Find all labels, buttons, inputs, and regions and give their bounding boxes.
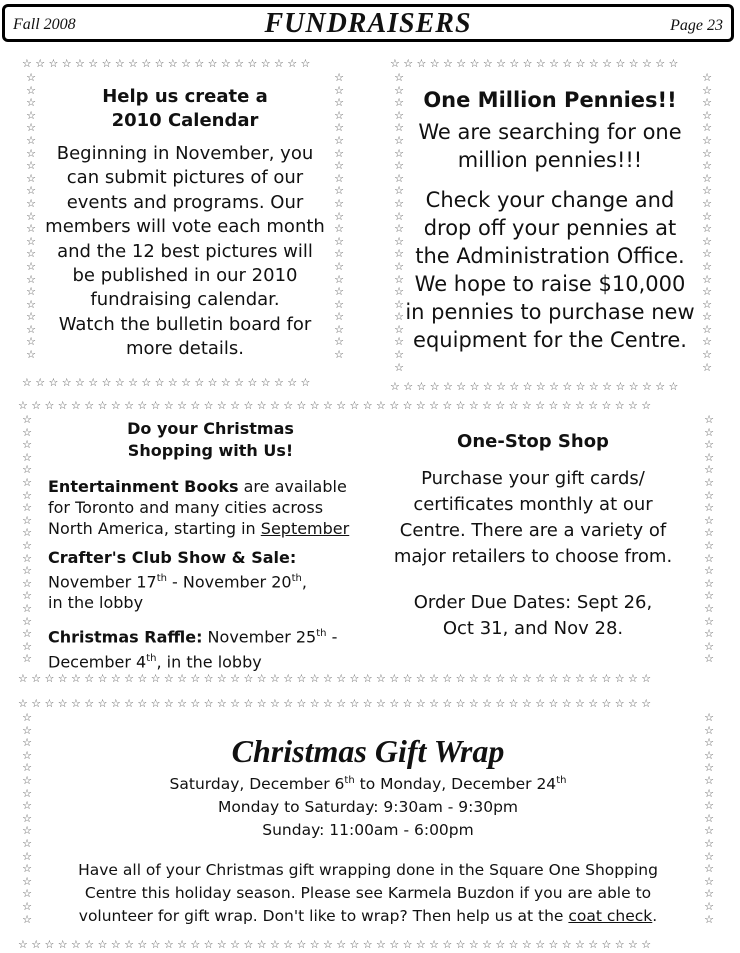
star-border-right: ☆☆☆☆☆☆☆☆☆☆☆☆☆☆☆☆☆☆☆☆☆☆☆☆: [702, 72, 712, 374]
star-border-bottom: ☆☆☆☆☆☆☆☆☆☆☆☆☆☆☆☆☆☆☆☆☆☆☆☆☆☆☆☆☆☆☆☆☆☆☆☆☆☆☆☆☆☆☆☆☆☆☆☆: [18, 939, 655, 950]
calendar-title: Help us create a 2010 Calendar: [102, 86, 268, 131]
star-border-top: ☆☆☆☆☆☆☆☆☆☆☆☆☆☆☆☆☆☆☆☆☆☆: [22, 58, 314, 69]
gift-wrap-description: Have all of your Christmas gift wrapping done in the Square One Shopping Centre this holiday season. Please see Karmela Buzdon if you are able to volunteer for gift wrap. Don't like to wrap? Then help us at the coat check.: [78, 861, 658, 926]
crafters-club-item: Crafter's Club Show & Sale: November 17th - November 20th, in the lobby: [48, 548, 307, 613]
pennies-details: Check your change and drop off your pennies at the Administration Office. We hope to raise $10,000 in pennies to purchase new equipment for the Centre.: [405, 188, 695, 352]
gift-wrap-box: [18, 698, 718, 950]
gift-wrap-sunday-hours: Sunday: 11:00am - 6:00pm: [262, 821, 474, 840]
one-stop-shop-description: Purchase your gift cards/ certificates monthly at our Centre. There are a variety of major retailers to choose from.: [393, 468, 673, 567]
star-border-top: ☆☆☆☆☆☆☆☆☆☆☆☆☆☆☆☆☆☆☆☆☆☆☆☆☆☆☆☆☆☆☆☆☆☆☆☆☆☆☆☆☆☆☆☆☆☆☆☆: [18, 400, 655, 411]
pennies-title: One Million Pennies!!: [423, 88, 677, 112]
calendar-body: Beginning in November, you can submit pictures of our events and programs. Our members will vote each month and the 12 best pictures will be published in our 2010 fundraising calendar. Watch the bulletin board for more details.: [45, 143, 325, 360]
star-border-left: ☆☆☆☆☆☆☆☆☆☆☆☆☆☆☆☆☆☆☆☆: [22, 414, 32, 666]
coat-check-link[interactable]: coat check: [568, 907, 653, 926]
star-border-left: ☆☆☆☆☆☆☆☆☆☆☆☆☆☆☆☆☆☆☆☆☆☆☆☆: [394, 72, 404, 374]
star-border-left: ☆☆☆☆☆☆☆☆☆☆☆☆☆☆☆☆☆: [22, 712, 32, 926]
pennies-box: [390, 58, 716, 392]
one-stop-shop-column: [378, 430, 688, 642]
christmas-raffle-item: Christmas Raffle: November 25th - December 4th, in the lobby: [48, 627, 338, 671]
star-border-right: ☆☆☆☆☆☆☆☆☆☆☆☆☆☆☆☆☆☆☆☆: [704, 414, 714, 666]
star-border-top: ☆☆☆☆☆☆☆☆☆☆☆☆☆☆☆☆☆☆☆☆☆☆☆☆☆☆☆☆☆☆☆☆☆☆☆☆☆☆☆☆☆☆☆☆☆☆☆☆: [18, 698, 655, 709]
christmas-shopping-title: Do your Christmas Shopping with Us!: [127, 419, 294, 460]
gift-wrap-dates: Saturday, December 6th to Monday, December 24th: [169, 775, 567, 794]
gift-wrap-weekday-hours: Monday to Saturday: 9:30am - 9:30pm: [217, 798, 519, 817]
christmas-shopping-column: [48, 418, 373, 672]
calendar-box: [22, 58, 348, 388]
star-border-right: ☆☆☆☆☆☆☆☆☆☆☆☆☆☆☆☆☆: [704, 712, 714, 926]
star-border-bottom: ☆☆☆☆☆☆☆☆☆☆☆☆☆☆☆☆☆☆☆☆☆☆: [390, 381, 682, 392]
star-border-bottom: ☆☆☆☆☆☆☆☆☆☆☆☆☆☆☆☆☆☆☆☆☆☆☆☆☆☆☆☆☆☆☆☆☆☆☆☆☆☆☆☆☆☆☆☆☆☆☆☆: [18, 673, 655, 684]
issue-label: Fall 2008: [13, 16, 76, 33]
shopping-box: [18, 400, 718, 684]
entertainment-books-item: Entertainment Books are available for Toronto and many cities across North America, starting in September: [48, 477, 350, 538]
page-title: FUNDRAISERS: [264, 8, 472, 39]
star-border-top: ☆☆☆☆☆☆☆☆☆☆☆☆☆☆☆☆☆☆☆☆☆☆: [390, 58, 682, 69]
star-border-right: ☆☆☆☆☆☆☆☆☆☆☆☆☆☆☆☆☆☆☆☆☆☆☆: [334, 72, 344, 362]
one-stop-shop-title: One-Stop Shop: [457, 431, 609, 452]
star-border-bottom: ☆☆☆☆☆☆☆☆☆☆☆☆☆☆☆☆☆☆☆☆☆☆: [22, 377, 314, 388]
pennies-intro: We are searching for one million pennies!!!: [418, 120, 682, 172]
order-due-dates: Order Due Dates: Sept 26, Oct 31, and Nov 28.: [413, 592, 653, 639]
page-header: [2, 4, 734, 42]
gift-wrap-title: Christmas Gift Wrap: [231, 733, 505, 769]
star-border-left: ☆☆☆☆☆☆☆☆☆☆☆☆☆☆☆☆☆☆☆☆☆☆☆: [26, 72, 36, 362]
page-number: Page 23: [670, 17, 723, 34]
